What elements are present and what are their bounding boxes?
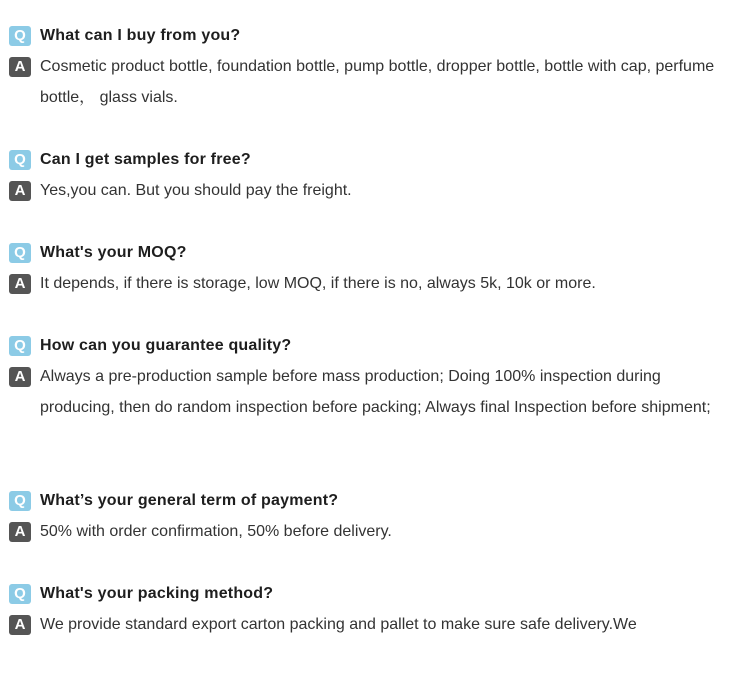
answer-text: Always a pre-production sample before mass production; Doing 100% inspection during producing, then do random inspection before packing; Always final Inspection before shipment; bbox=[40, 368, 711, 416]
question-text: What can I buy from you? bbox=[40, 27, 241, 44]
answer-text: It depends, if there is storage, low MOQ, if there is no, always 5k, 10k or more. bbox=[40, 275, 596, 292]
question-badge: Q bbox=[9, 336, 31, 356]
answer-badge: A bbox=[9, 181, 31, 201]
question-badge: Q bbox=[9, 243, 31, 263]
question-badge: Q bbox=[9, 26, 31, 46]
question-badge: Q bbox=[9, 491, 31, 511]
answer-text: We provide standard export carton packing and pallet to make sure safe delivery.We bbox=[40, 616, 637, 633]
answer-badge: A bbox=[9, 615, 31, 635]
answer-text: Yes,you can. But you should pay the freight. bbox=[40, 182, 352, 199]
question-text: How can you guarantee quality? bbox=[40, 337, 292, 354]
question-badge: Q bbox=[9, 150, 31, 170]
question-text: What's your packing method? bbox=[40, 585, 274, 602]
answer-badge: A bbox=[9, 367, 31, 387]
answer-text: 50% with order confirmation, 50% before delivery. bbox=[40, 523, 392, 540]
question-text: What’s your general term of payment? bbox=[40, 492, 339, 509]
answer-badge: A bbox=[9, 274, 31, 294]
answer-text: Cosmetic product bottle, foundation bottle, pump bottle, dropper bottle, bottle with cap, perfume bottle， glass vials. bbox=[40, 58, 715, 106]
question-text: What's your MOQ? bbox=[40, 244, 187, 261]
answer-badge: A bbox=[9, 522, 31, 542]
answer-badge: A bbox=[9, 57, 31, 77]
question-text: Can I get samples for free? bbox=[40, 151, 251, 168]
question-badge: Q bbox=[9, 584, 31, 604]
